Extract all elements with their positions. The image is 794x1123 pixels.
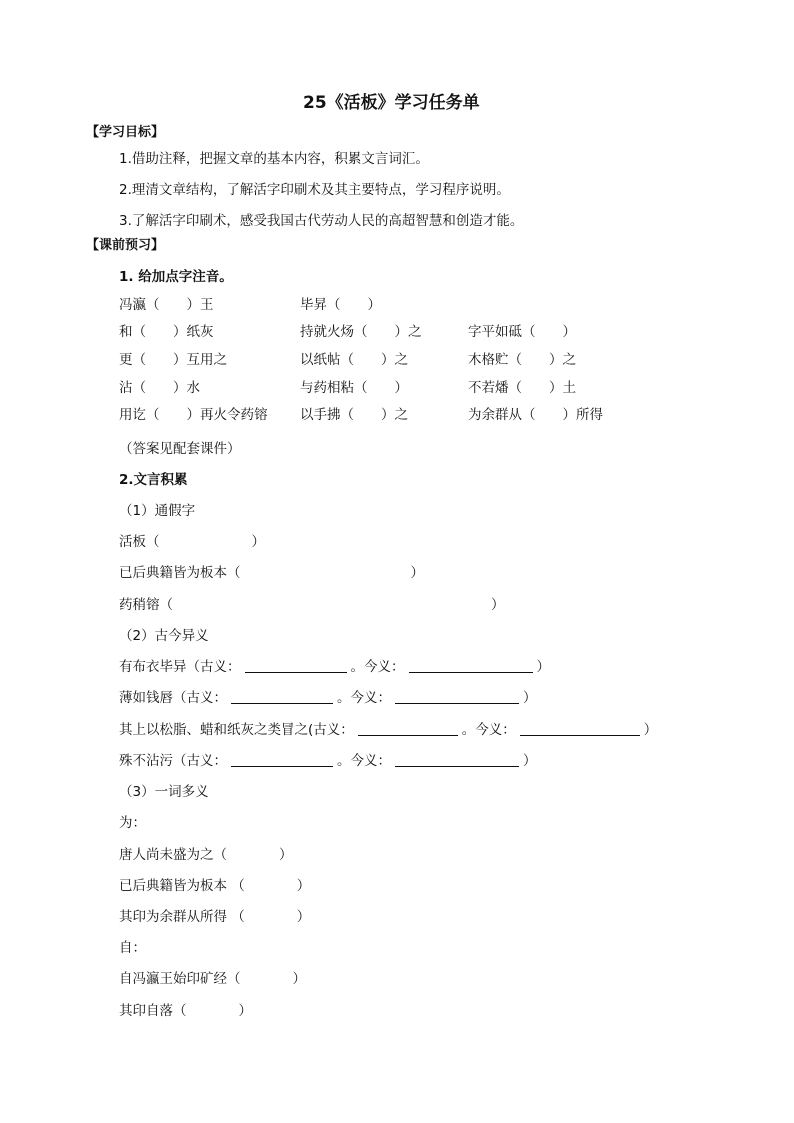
pinyin-item[interactable]: 毕昇（ ） (300, 297, 381, 313)
ancient-label: 古义： (186, 753, 227, 769)
modern-blank[interactable] (520, 722, 640, 736)
polysemy-close: ） (296, 878, 311, 894)
fill-item[interactable] (119, 593, 505, 613)
subsection-heading: （2）古今异义 (119, 628, 209, 644)
ancient-blank[interactable] (358, 722, 458, 736)
fill-item-text: 药稍镕（ (119, 597, 173, 613)
pinyin-item[interactable]: 不若燔（ ）土 (468, 380, 576, 396)
polysemy-close: ） (279, 847, 293, 863)
meaning-prefix: 薄如钱唇（ (119, 690, 187, 706)
pinyin-item[interactable]: 以纸帖（ ）之 (300, 352, 408, 368)
polysemy-text: 自冯瀛王始印矿经（ (119, 971, 241, 987)
fill-item-close: ） (251, 534, 265, 550)
polysemy-text: 已后典籍皆为板本 （ (119, 878, 245, 894)
modern-label: 。今义： (337, 690, 391, 706)
page-title: 25《活板》学习任务单 (303, 93, 480, 113)
meaning-close: ） (536, 659, 550, 675)
ancient-blank[interactable] (231, 753, 333, 767)
goal-item: 3.了解活字印刷术，感受我国古代劳动人民的高超智慧和创造才能。 (119, 213, 524, 229)
polysemy-item[interactable] (119, 999, 252, 1019)
goal-item: 1.借助注释，把握文章的基本内容，积累文言词汇。 (119, 151, 429, 167)
meaning-item[interactable] (119, 718, 657, 738)
ancient-blank[interactable] (231, 690, 333, 704)
polysemy-close: ） (238, 1003, 252, 1019)
polysemy-item[interactable] (119, 843, 293, 863)
meaning-prefix: 殊不沾污（ (119, 753, 187, 769)
polysemy-text: 其印自落（ (119, 1003, 187, 1019)
pinyin-item[interactable]: 与药相粘（ ） (300, 380, 408, 396)
modern-blank[interactable] (395, 690, 519, 704)
meaning-item[interactable] (119, 686, 537, 706)
meaning-close: ） (643, 722, 658, 738)
polysemy-word: 自： (119, 940, 146, 956)
modern-label: 。今义： (461, 722, 516, 738)
pinyin-item[interactable]: 持就火炀（ ）之 (300, 324, 422, 340)
polysemy-item[interactable] (119, 874, 310, 894)
goal-item: 2.理清文章结构，了解活字印刷术及其主要特点，学习程序说明。 (119, 182, 510, 198)
pinyin-item[interactable]: 字平如砥（ ） (468, 324, 576, 340)
subsection-heading: （1）通假字 (119, 503, 196, 519)
modern-blank[interactable] (409, 659, 533, 673)
meaning-close: ） (523, 753, 537, 769)
ancient-label: 古义： (313, 722, 354, 738)
pinyin-item[interactable]: 为余群从（ ）所得 (468, 407, 603, 423)
fill-item[interactable] (119, 530, 265, 550)
pinyin-item[interactable]: 冯瀛（ ）王 (119, 297, 214, 313)
fill-item-text: 活板（ (119, 534, 160, 550)
polysemy-close: ） (296, 909, 311, 925)
fill-item-text: 已后典籍皆为板本（ (119, 565, 241, 581)
modern-blank[interactable] (395, 753, 519, 767)
polysemy-close: ） (292, 971, 306, 987)
pinyin-item[interactable]: 和（ ）纸灰 (119, 324, 214, 340)
fill-item-close: ） (410, 565, 424, 581)
subsection-heading: （3）一词多义 (119, 784, 209, 800)
fill-item[interactable] (119, 561, 424, 581)
meaning-prefix: 有布衣毕异（ (119, 659, 200, 675)
ancient-label: 古义： (200, 659, 241, 675)
ancient-label: 古义： (186, 690, 227, 706)
pinyin-item[interactable]: 更（ ）互用之 (119, 352, 227, 368)
modern-label: 。今义： (337, 753, 391, 769)
polysemy-item[interactable] (119, 967, 306, 987)
question-1-heading: 1. 给加点字注音。 (119, 269, 233, 285)
pinyin-item[interactable]: 沾（ ）水 (119, 380, 200, 396)
answer-note: （答案见配套课件） (119, 441, 241, 457)
polysemy-item[interactable] (119, 905, 310, 925)
pinyin-item[interactable]: 用讫（ ）再火令药镕 (119, 407, 268, 423)
pinyin-item[interactable]: 木格贮（ ）之 (468, 352, 576, 368)
polysemy-word: 为： (119, 815, 146, 831)
fill-item-close: ） (491, 597, 505, 613)
meaning-item[interactable] (119, 655, 550, 675)
meaning-item[interactable] (119, 749, 537, 769)
section-heading-preview: 【课前预习】 (86, 238, 165, 253)
polysemy-text: 唐人尚未盛为之（ (119, 847, 227, 863)
section-heading-goals: 【学习目标】 (86, 125, 165, 140)
meaning-close: ） (523, 690, 537, 706)
ancient-blank[interactable] (245, 659, 347, 673)
question-2-heading: 2.文言积累 (119, 472, 188, 488)
pinyin-item[interactable]: 以手拂（ ）之 (300, 407, 408, 423)
meaning-prefix: 其上以松脂、蜡和纸灰之类冒之( (119, 722, 314, 738)
polysemy-text: 其印为余群从所得 （ (119, 909, 245, 925)
modern-label: 。今义： (350, 659, 405, 675)
